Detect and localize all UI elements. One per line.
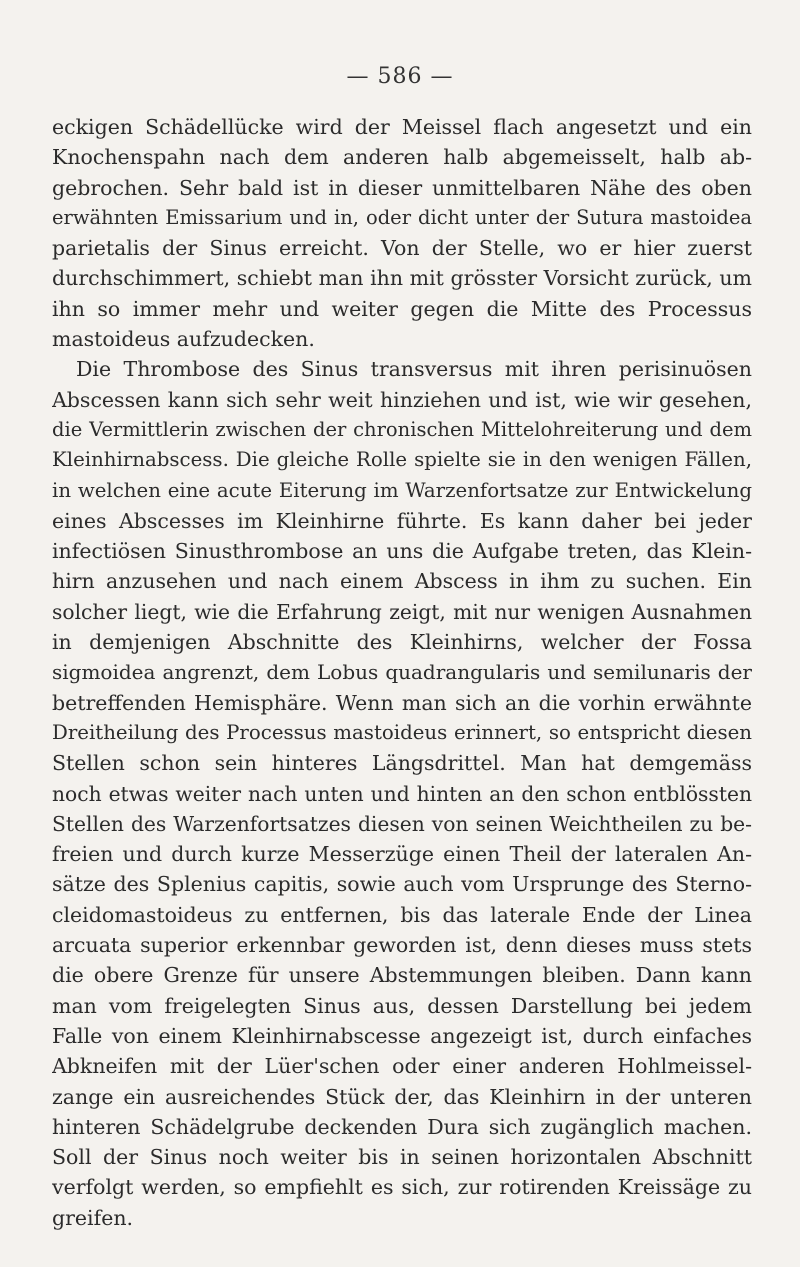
text-line: solcher liegt, wie die Erfahrung zeigt, mit nur wenigen Ausnahmen (52, 599, 752, 624)
text-line: durchschimmert, schiebt man ihn mit grösster Vorsicht zurück, um (52, 266, 752, 291)
text-line: zange ein ausreichendes Stück der, das Kleinhirn in der unteren (52, 1084, 752, 1109)
text-line: sigmoidea angrenzt, dem Lobus quadrangularis und semilunaris der (52, 660, 752, 685)
text-line: Stellen schon sein hinteres Längsdrittel. Man hat demgemäss (52, 751, 752, 776)
text-line: parietalis der Sinus erreicht. Von der Stelle, wo er hier zuerst (52, 236, 752, 261)
body-text (52, 112, 752, 1233)
text-line: ihn so immer mehr und weiter gegen die Mitte des Processus (52, 296, 752, 321)
text-line: arcuata superior erkennbar geworden ist, denn dieses muss stets (52, 933, 752, 958)
text-line: Soll der Sinus noch weiter bis in seinen horizontalen Abschnitt (52, 1145, 752, 1170)
text-line: sätze des Splenius capitis, sowie auch vom Ursprunge des Sterno- (52, 872, 752, 897)
text-line: betreffenden Hemisphäre. Wenn man sich an die vorhin erwähnte (52, 690, 752, 715)
text-line: in welchen eine acute Eiterung im Warzenfortsatze zur Entwickelung (52, 478, 752, 502)
text-line: hirn anzusehen und nach einem Abscess in ihm zu suchen. Ein (52, 569, 752, 594)
page-number: — 586 — (346, 64, 454, 89)
text-line: Die Thrombose des Sinus transversus mit ihren perisinuösen (76, 357, 752, 382)
text-line: Kleinhirnabscess. Die gleiche Rolle spielte sie in den wenigen Fällen, (52, 448, 752, 472)
text-line: infectiösen Sinusthrombose an uns die Aufgabe treten, das Klein- (52, 539, 752, 564)
text-line: cleidomastoideus zu entfernen, bis das laterale Ende der Linea (52, 902, 752, 927)
text-line: Dreitheilung des Processus mastoideus erinnert, so entspricht diesen (52, 720, 752, 744)
text-line: in demjenigen Abschnitte des Kleinhirns, welcher der Fossa (52, 630, 752, 655)
text-line: noch etwas weiter nach unten und hinten an den schon entblössten (52, 781, 752, 806)
text-line: Abscessen kann sich sehr weit hinziehen und ist, wie wir gesehen, (52, 387, 752, 412)
text-line: erwähnten Emissarium und in, oder dicht unter der Sutura mastoidea (52, 205, 752, 229)
text-line: Falle von einem Kleinhirnabscesse angezeigt ist, durch einfaches (52, 1023, 752, 1048)
text-line: die obere Grenze für unsere Abstemmungen bleiben. Dann kann (52, 963, 752, 988)
text-line: die Vermittlerin zwischen der chronischen Mittelohreiterung und dem (52, 417, 752, 441)
text-line: mastoideus aufzudecken. (52, 327, 315, 352)
text-line: Stellen des Warzenfortsatzes diesen von seinen Weichtheilen zu be- (52, 811, 752, 836)
text-line: freien und durch kurze Messerzüge einen Theil der lateralen An- (52, 842, 752, 867)
text-line: eines Abscesses im Kleinhirne führte. Es kann daher bei jeder (52, 508, 752, 533)
text-line: eckigen Schädellücke wird der Meissel flach angesetzt und ein (52, 115, 752, 139)
text-line: verfolgt werden, so empfiehlt es sich, zur rotirenden Kreissäge zu (52, 1175, 752, 1200)
text-line: Abkneifen mit der Lüer'schen oder einer anderen Hohlmeissel- (52, 1054, 752, 1079)
text-line: Knochenspahn nach dem anderen halb abgemeisselt, halb ab- (52, 145, 752, 170)
text-line: man vom freigelegten Sinus aus, dessen Darstellung bei jedem (52, 993, 752, 1018)
text-line: gebrochen. Sehr bald ist in dieser unmittelbaren Nähe des oben (52, 175, 752, 200)
text-line: greifen. (52, 1205, 134, 1230)
text-line: hinteren Schädelgrube deckenden Dura sich zugänglich machen. (52, 1114, 752, 1139)
